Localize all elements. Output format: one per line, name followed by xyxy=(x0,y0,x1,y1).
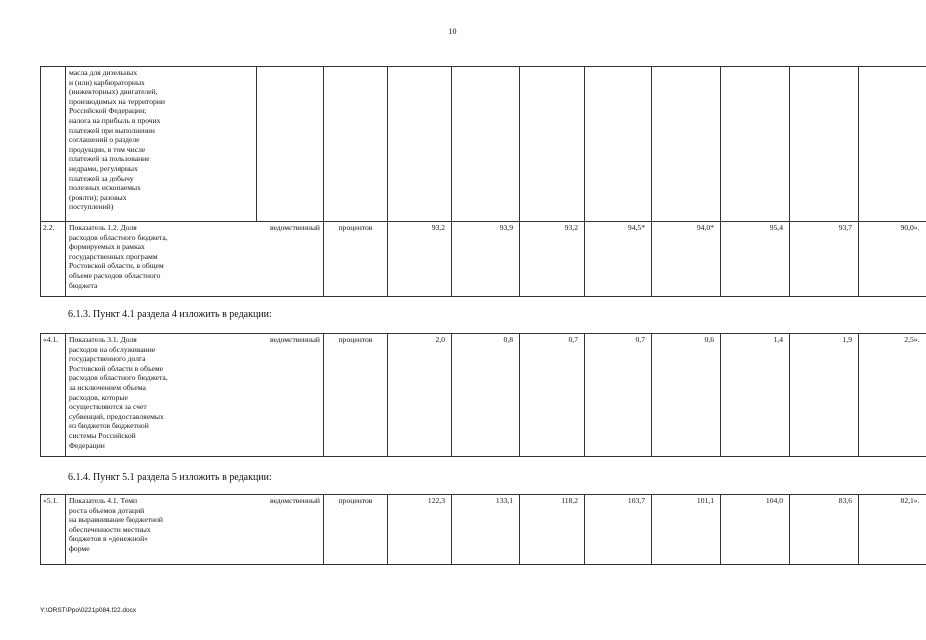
value-cell: 93,7 xyxy=(790,222,859,297)
file-path-footer: Y:\ORST\Ppo\0221p084.f22.docx xyxy=(40,607,137,614)
indicator-name-rest xyxy=(69,345,320,451)
indicator-name: Показатель 3.1. Доля xyxy=(69,335,137,344)
value-cell: 95,4 xyxy=(721,222,790,297)
indicator-name: Показатель 1.2. Доля xyxy=(69,223,137,232)
table-row xyxy=(41,67,926,222)
value-cell: 90,0». xyxy=(859,222,926,297)
unit-cell: процентов xyxy=(324,334,388,457)
row-number: «4.1. xyxy=(41,334,66,457)
page-number: 10 xyxy=(448,27,457,36)
unit-cell: процентов xyxy=(324,222,388,297)
text-line: расходов областного бюджета, xyxy=(69,373,168,383)
value-cell: 118,2 xyxy=(520,495,585,565)
value-cell: 2,5». xyxy=(859,334,926,457)
value-cell: 0,7 xyxy=(520,334,585,457)
table-row xyxy=(41,495,926,565)
text-line: субвенций, предоставляемых xyxy=(69,411,164,421)
indicator-table-1 xyxy=(40,66,926,297)
text-line: бюджетов в «денежной» xyxy=(69,534,148,544)
text-line: платежей при выполнении xyxy=(69,125,155,135)
text-line: за исключением объема xyxy=(69,382,146,392)
continuation-text xyxy=(69,68,253,212)
text-line: (роялти); разовых xyxy=(69,192,127,202)
indicator-table-2 xyxy=(40,333,926,457)
text-line: масла для дизельных xyxy=(69,68,138,77)
text-line: обеспеченности местных xyxy=(69,524,151,534)
value-cell: 94,0* xyxy=(652,222,721,297)
table-row xyxy=(41,222,926,297)
indicator-name-rest xyxy=(69,233,320,291)
text-line: формируемых в рамках xyxy=(69,242,145,252)
text-line: налога на прибыль в прочих xyxy=(69,115,161,125)
value-cell: 0,6 xyxy=(652,334,721,457)
text-line: платежей за добычу xyxy=(69,173,134,183)
indicator-type: ведомственный xyxy=(269,223,320,232)
text-line: соглашений о разделе xyxy=(69,135,140,145)
indicator-name-rest xyxy=(69,506,320,554)
text-line: платежей за пользование xyxy=(69,154,150,164)
text-line: Ростовской области, в общем xyxy=(69,261,164,271)
indicator-name: Показатель 4.1. Темп xyxy=(69,496,138,505)
row-number: «5.1. xyxy=(41,495,66,565)
value-cell: 133,1 xyxy=(452,495,520,565)
text-line: объеме расходов областного xyxy=(69,270,161,280)
text-line: продукции, в том числе xyxy=(69,144,146,154)
unit-cell: процентов xyxy=(324,495,388,565)
text-line: полезных ископаемых xyxy=(69,183,141,193)
text-line: Федерации xyxy=(69,440,105,450)
indicator-name-cell xyxy=(66,222,324,297)
text-line: бюджета xyxy=(69,280,98,290)
text-line: государственного долга xyxy=(69,354,146,364)
indicator-name-cell xyxy=(66,334,324,457)
text-line: Ростовской области в объеме xyxy=(69,363,164,373)
value-cell: 94,5* xyxy=(585,222,652,297)
value-cell: 101,1 xyxy=(652,495,721,565)
text-line: расходов на обслуживание xyxy=(69,344,156,354)
section-heading-5: 6.1.4. Пункт 5.1 раздела 5 изложить в редакции: xyxy=(68,472,272,483)
text-line: расходов областного бюджета, xyxy=(69,232,168,242)
value-cell: 103,7 xyxy=(585,495,652,565)
value-cell: 2,0 xyxy=(388,334,452,457)
text-line: осуществляются за счет xyxy=(69,402,147,412)
value-cell: 104,0 xyxy=(721,495,790,565)
value-cell: 82,1». xyxy=(859,495,926,565)
text-line: недрами, регулярных xyxy=(69,163,138,173)
value-cell: 93,9 xyxy=(452,222,520,297)
value-cell: 0,8 xyxy=(452,334,520,457)
text-line: форме xyxy=(69,543,90,553)
table-row xyxy=(41,334,926,457)
text-line: Российской Федерации; xyxy=(69,106,147,116)
text-line: расходов, которые xyxy=(69,392,128,402)
text-line: поступлений) xyxy=(69,202,114,212)
text-line: и (или) карбюраторных xyxy=(69,77,145,87)
value-cell: 1,9 xyxy=(790,334,859,457)
indicator-type: ведомственный xyxy=(269,496,320,505)
text-line: системы Российской xyxy=(69,430,136,440)
row-number-cell xyxy=(41,67,66,222)
indicator-name-cell xyxy=(66,67,257,222)
text-line: государственных программ xyxy=(69,251,158,261)
value-cell: 0,7 xyxy=(585,334,652,457)
value-cell: 83,6 xyxy=(790,495,859,565)
row-number: 2.2. xyxy=(41,222,66,297)
text-line: (инжекторных) двигателей, xyxy=(69,87,158,97)
indicator-name-cell xyxy=(66,495,324,565)
value-cell: 1,4 xyxy=(721,334,790,457)
section-heading-4: 6.1.3. Пункт 4.1 раздела 4 изложить в редакции: xyxy=(68,309,272,320)
value-cell: 93,2 xyxy=(520,222,585,297)
text-line: производимых на территории xyxy=(69,96,165,106)
indicator-type: ведомственный xyxy=(269,335,320,344)
text-line: роста объемов дотаций xyxy=(69,505,145,515)
indicator-table-3 xyxy=(40,494,926,565)
value-cell: 93,2 xyxy=(388,222,452,297)
text-line: на выравнивание бюджетной xyxy=(69,515,163,525)
text-line: из бюджетов бюджетной xyxy=(69,421,149,431)
value-cell: 122,3 xyxy=(388,495,452,565)
